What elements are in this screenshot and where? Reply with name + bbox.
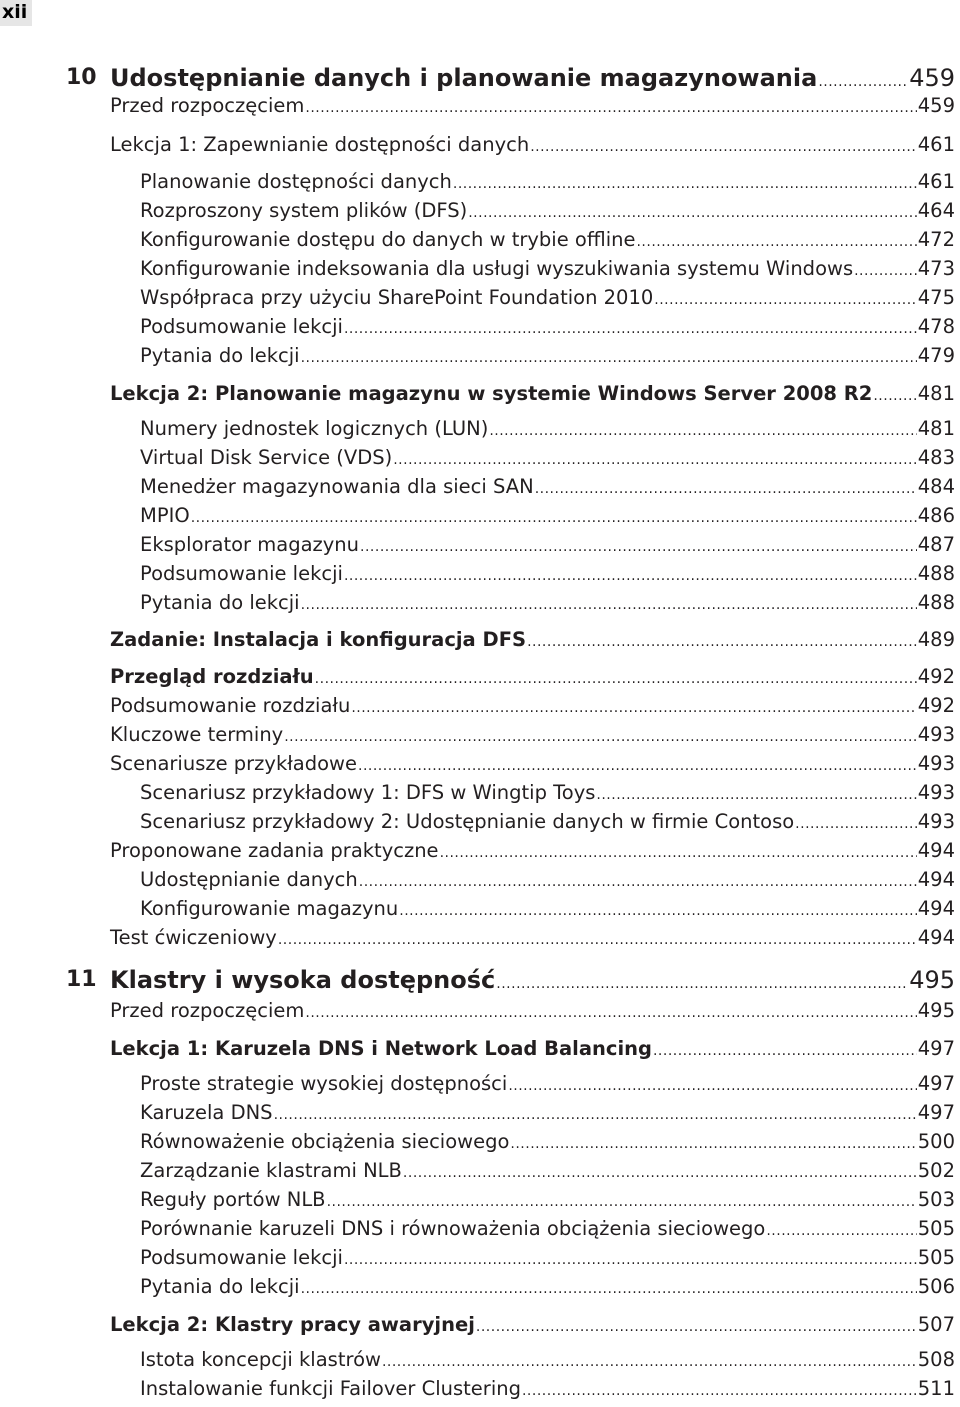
toc-entry-page: 500 (917, 1130, 955, 1153)
toc-entry-title: Kluczowe terminy (110, 723, 284, 746)
toc-entry-title: Klastry i wysoka dostępność (110, 966, 496, 994)
dot-leader (653, 1035, 917, 1063)
toc-entry-title: MPIO (140, 504, 190, 527)
toc-entry-title: Równoważenie obciążenia sieciowego (140, 1130, 510, 1153)
toc-entry (0, 131, 960, 159)
toc-entry-page: 461 (917, 133, 955, 156)
toc-entry-page: 505 (917, 1217, 955, 1240)
toc-entry-title: Lekcja 1: Karuzela DNS i Network Load Balancing (110, 1037, 652, 1060)
toc-entry (0, 750, 960, 778)
toc-entry-page: 494 (917, 868, 955, 891)
dot-leader (489, 415, 916, 443)
dot-leader (315, 663, 917, 691)
toc-entry (0, 197, 960, 225)
toc-entry-title: Instalowanie funkcji Failover Clustering (140, 1377, 521, 1400)
toc-entry-title: Reguły portów NLB (140, 1188, 326, 1211)
dot-leader (305, 92, 916, 120)
toc-entry-page: 487 (917, 533, 955, 556)
dot-leader (399, 895, 916, 923)
toc-entry-title: Pytania do lekcji (140, 344, 300, 367)
toc-entry-title: Konfigurowanie indeksowania dla usługi wyszukiwania systemu Windows (140, 257, 854, 280)
toc-entry-title: Scenariusz przykładowy 2: Udostępnianie danych w firmie Contoso (140, 810, 795, 833)
toc-entry (0, 721, 960, 749)
page-number: xii (0, 0, 32, 26)
toc-entry (0, 808, 960, 836)
dot-leader (305, 997, 916, 1025)
toc-entry-page: 493 (917, 810, 955, 833)
toc-entry (0, 895, 960, 923)
toc-entry (0, 1157, 960, 1185)
dot-leader (344, 313, 917, 341)
toc-entry-page: 505 (917, 1246, 955, 1269)
toc-entry-title: Pytania do lekcji (140, 1275, 300, 1298)
toc-entry (0, 92, 960, 120)
toc-entry-title: Numery jednostek logicznych (LUN) (140, 417, 489, 440)
dot-leader (873, 380, 916, 408)
toc-entry-title: Lekcja 1: Zapewnianie dostępności danych (110, 133, 530, 156)
toc-entry-title: Scenariusz przykładowy 1: DFS w Wingtip Toys (140, 781, 596, 804)
toc-entry-page: 486 (917, 504, 955, 527)
toc-entry-page: 494 (917, 926, 955, 949)
toc-entry-title: Lekcja 2: Planowanie magazynu w systemie Windows Server 2008 R2 (110, 382, 873, 405)
toc-entry-page: 494 (917, 839, 955, 862)
toc-entry-title: Konfigurowanie dostępu do danych w trybie offline (140, 228, 636, 251)
toc-entry-title: Lekcja 2: Klastry pracy awaryjnej (110, 1313, 475, 1336)
toc-entry-page: 475 (917, 286, 955, 309)
toc-entry-page: 492 (917, 665, 955, 688)
dot-leader (766, 1215, 916, 1243)
toc-entry-title: Zarządzanie klastrami NLB (140, 1159, 402, 1182)
toc-entry-page: 481 (917, 417, 955, 440)
dot-leader (654, 284, 917, 312)
toc-entry-title: Virtual Disk Service (VDS) (140, 446, 393, 469)
toc-entry-page: 506 (917, 1275, 955, 1298)
toc-entry-title: Konfigurowanie magazynu (140, 897, 399, 920)
toc-entry-title: Udostępnianie danych i planowanie magazynowania (110, 64, 818, 92)
dot-leader (476, 1311, 917, 1339)
toc-entry-page: 493 (917, 752, 955, 775)
dot-leader (274, 1099, 917, 1127)
toc-entry-title: Podsumowanie lekcji (140, 562, 343, 585)
toc-entry (0, 1035, 960, 1063)
toc-chapter-entry (0, 966, 960, 994)
toc-entry-title: Przed rozpoczęciem (110, 999, 305, 1022)
toc-entry (0, 168, 960, 196)
toc-entry (0, 1375, 960, 1403)
toc-entry-page: 483 (917, 446, 955, 469)
toc-entry-page: 484 (917, 475, 955, 498)
dot-leader (301, 1273, 917, 1301)
toc-entry-page: 507 (917, 1313, 955, 1336)
toc-entry (0, 779, 960, 807)
toc-entry-title: Proste strategie wysokiej dostępności (140, 1072, 508, 1095)
toc-entry-page: 478 (917, 315, 955, 338)
toc-entry-title: Współpraca przy użyciu SharePoint Foundation 2010 (140, 286, 654, 309)
toc-entry-title: Eksplorator magazynu (140, 533, 360, 556)
toc-entry (0, 1186, 960, 1214)
toc-entry (0, 531, 960, 559)
dot-leader (535, 473, 917, 501)
toc-entry-page: 492 (917, 694, 955, 717)
toc-entry-title: Podsumowanie lekcji (140, 1246, 343, 1269)
toc-chapter-entry (0, 64, 960, 92)
toc-entry-title: Test ćwiczeniowy (110, 926, 277, 949)
toc-entry (0, 1346, 960, 1374)
toc-entry-title: Proponowane zadania praktyczne (110, 839, 439, 862)
toc-entry (0, 924, 960, 952)
toc-entry-page: 497 (917, 1101, 955, 1124)
toc-entry-title: Porównanie karuzeli DNS i równoważenia obciążenia sieciowego (140, 1217, 766, 1240)
toc-entry-page: 488 (917, 591, 955, 614)
toc-entry (0, 342, 960, 370)
dot-leader (818, 64, 908, 92)
toc-entry-page: 497 (917, 1037, 955, 1060)
dot-leader (278, 924, 917, 952)
toc-entry-page: 489 (917, 628, 955, 651)
dot-leader (284, 721, 917, 749)
dot-leader (344, 1244, 917, 1272)
dot-leader (393, 444, 917, 472)
toc-entry-title: Istota koncepcji klastrów (140, 1348, 381, 1371)
toc-entry-page: 459 (917, 94, 955, 117)
toc-entry (0, 444, 960, 472)
toc-entry (0, 255, 960, 283)
dot-leader (636, 226, 916, 254)
toc-entry-page: 479 (917, 344, 955, 367)
toc-entry (0, 837, 960, 865)
toc-entry-page: 488 (917, 562, 955, 585)
dot-leader (508, 1070, 916, 1098)
toc-entry (0, 313, 960, 341)
dot-leader (510, 1128, 916, 1156)
dot-leader (301, 589, 917, 617)
dot-leader (596, 779, 916, 807)
dot-leader (351, 692, 916, 720)
dot-leader (191, 502, 917, 530)
toc-entry-title: Planowanie dostępności danych (140, 170, 452, 193)
toc-entry-page: 472 (917, 228, 955, 251)
dot-leader (496, 966, 908, 994)
toc-entry (0, 415, 960, 443)
toc-entry-title: Przed rozpoczęciem (110, 94, 305, 117)
toc-entry-page: 461 (917, 170, 955, 193)
toc-entry-title: Karuzela DNS (140, 1101, 273, 1124)
toc-entry-page: 495 (909, 966, 955, 994)
dot-leader (854, 255, 917, 283)
toc-entry-page: 473 (917, 257, 955, 280)
toc-entry-title: Udostępnianie danych (140, 868, 358, 891)
dot-leader (359, 866, 917, 894)
toc-entry-title: Przegląd rozdziału (110, 665, 314, 688)
toc-entry-page: 494 (917, 897, 955, 920)
chapter-number: 11 (66, 967, 97, 992)
toc-entry-page: 508 (917, 1348, 955, 1371)
dot-leader (527, 626, 917, 654)
toc-entry-page: 495 (917, 999, 955, 1022)
dot-leader (382, 1346, 917, 1374)
dot-leader (440, 837, 917, 865)
toc-entry (0, 866, 960, 894)
toc-entry (0, 663, 960, 691)
toc-entry (0, 1099, 960, 1127)
toc-entry (0, 1244, 960, 1272)
toc-entry (0, 692, 960, 720)
toc-entry (0, 589, 960, 617)
toc-entry (0, 1311, 960, 1339)
toc-entry (0, 502, 960, 530)
toc-entry-title: Zadanie: Instalacja i konfiguracja DFS (110, 628, 527, 651)
toc-entry-page: 503 (917, 1188, 955, 1211)
toc-entry-page: 493 (917, 723, 955, 746)
dot-leader (344, 560, 917, 588)
toc-entry (0, 1128, 960, 1156)
toc-entry-page: 464 (917, 199, 955, 222)
toc-entry (0, 1215, 960, 1243)
toc-entry (0, 997, 960, 1025)
toc-entry-page: 459 (909, 64, 955, 92)
toc-entry-page: 493 (917, 781, 955, 804)
toc-entry-title: Pytania do lekcji (140, 591, 300, 614)
dot-leader (468, 197, 917, 225)
toc-entry (0, 284, 960, 312)
dot-leader (301, 342, 917, 370)
dot-leader (530, 131, 917, 159)
chapter-number: 10 (66, 65, 97, 90)
dot-leader (358, 750, 917, 778)
dot-leader (453, 168, 917, 196)
dot-leader (360, 531, 917, 559)
dot-leader (522, 1375, 917, 1403)
dot-leader (403, 1157, 917, 1185)
toc-entry-title: Scenariusze przykładowe (110, 752, 357, 775)
toc-entry-page: 502 (917, 1159, 955, 1182)
toc-entry-page: 497 (917, 1072, 955, 1095)
toc-entry-title: Podsumowanie lekcji (140, 315, 343, 338)
toc-entry (0, 1070, 960, 1098)
toc-entry (0, 560, 960, 588)
toc-entry (0, 626, 960, 654)
toc-entry (0, 1273, 960, 1301)
dot-leader (795, 808, 917, 836)
toc-entry-title: Menedżer magazynowania dla sieci SAN (140, 475, 534, 498)
toc-entry (0, 226, 960, 254)
toc-entry (0, 473, 960, 501)
toc-entry-page: 481 (917, 382, 955, 405)
toc-entry (0, 380, 960, 408)
toc-entry-title: Rozproszony system plików (DFS) (140, 199, 468, 222)
toc-entry-page: 511 (917, 1377, 955, 1400)
dot-leader (327, 1186, 917, 1214)
toc-entry-title: Podsumowanie rozdziału (110, 694, 351, 717)
